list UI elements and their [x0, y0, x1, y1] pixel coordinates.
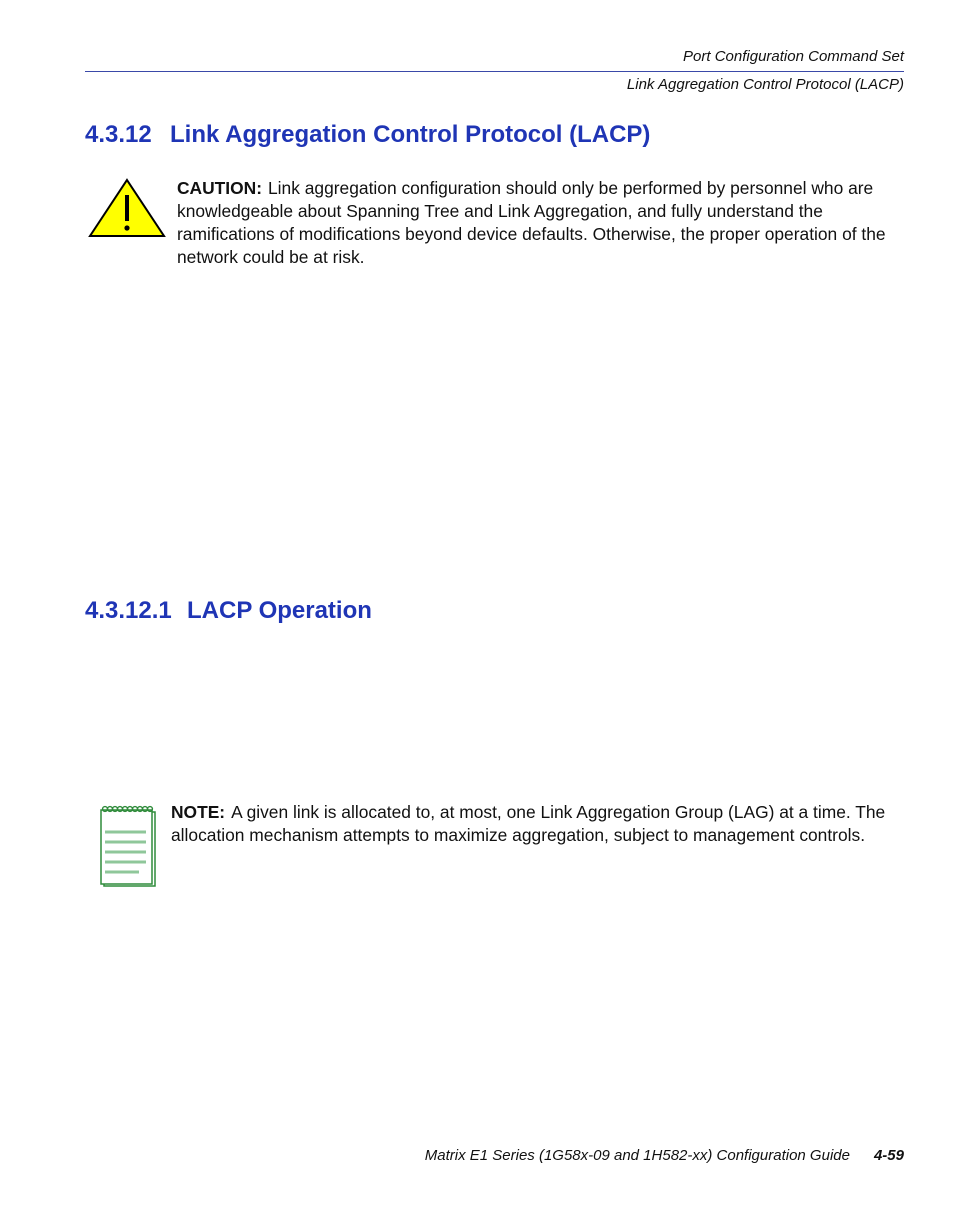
section-heading-lacp	[85, 121, 650, 149]
page-footer	[425, 1147, 904, 1164]
running-header-topic: Link Aggregation Control Protocol (LACP)	[626, 76, 904, 93]
running-header-section: Port Configuration Command Set	[683, 48, 904, 65]
section-number: 4.3.12	[85, 121, 152, 148]
section-heading-lacp-operation	[85, 597, 372, 625]
footer-title: Matrix E1 Series (1G58x-09 and 1H582-xx) Configuration Guide	[424, 1147, 850, 1164]
note-label: NOTE:	[171, 802, 226, 822]
notepad-icon	[99, 804, 157, 888]
caution-label: CAUTION:	[177, 178, 263, 198]
section-title: LACP Operation	[187, 597, 372, 624]
warning-triangle-icon	[88, 178, 166, 238]
header-rule	[85, 71, 904, 72]
section-title: Link Aggregation Control Protocol (LACP)	[170, 121, 651, 148]
caution-note	[177, 177, 907, 269]
note-block	[171, 801, 906, 847]
note-body: A given link is allocated to, at most, one Link Aggregation Group (LAG) at a time. The allocation mechanism attempts to maximize aggregation, subject to management controls.	[171, 802, 886, 845]
page-number: 4-59	[873, 1147, 904, 1164]
caution-body: Link aggregation configuration should only be performed by personnel who are knowledgeable about Spanning Tree and Link Aggregation, and fully understand the ramifications of modifications beyond device defaults. Otherwise, the proper operation of the network could be at risk.	[177, 178, 886, 267]
section-number: 4.3.12.1	[85, 597, 172, 624]
